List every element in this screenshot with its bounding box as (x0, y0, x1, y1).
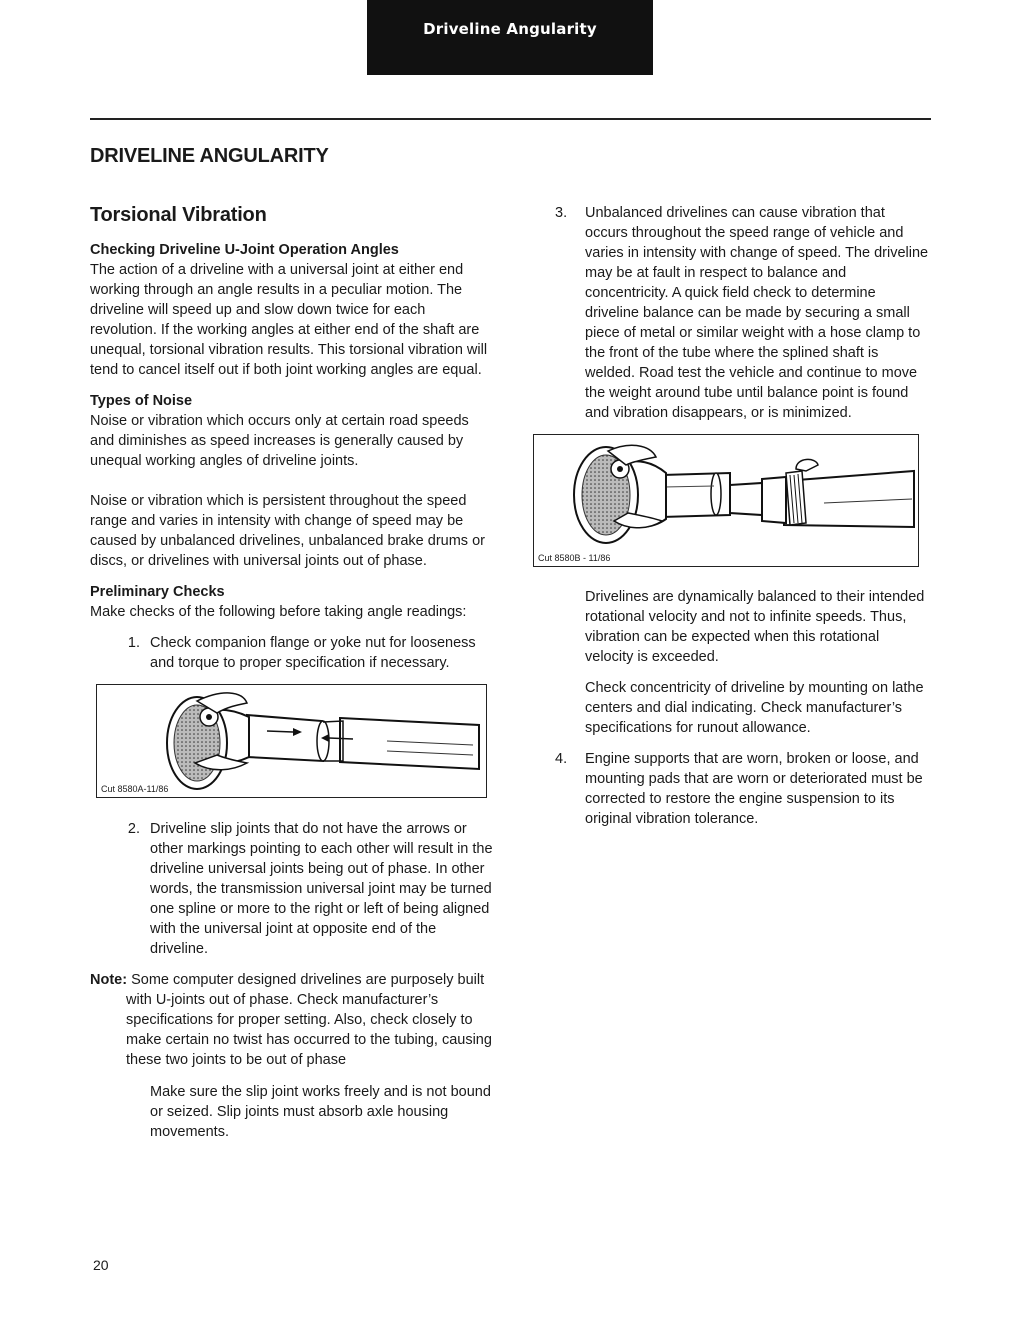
figure-caption: Cut 8580A-11/86 (101, 784, 169, 794)
list-item-number: 3. (555, 205, 568, 221)
left-column (90, 202, 495, 1142)
list-item-text: Engine supports that are worn, broken or loose, and mounting pads that are worn or deteriorated must be corrected to restore the engine suspension to its original vibration tolerance. (585, 751, 923, 827)
page-number: 20 (93, 1257, 109, 1273)
list-item-number: 2. (127, 821, 140, 837)
types-of-noise-text-2: Noise or vibration which is persistent throughout the speed range and varies in intensity with change of speed may be caused by unbalanced drivelines, unbalanced brake drums or discs, or drivelines with universal joints out of phase. (90, 493, 485, 569)
preliminary-checks-subheading: Preliminary Checks (90, 584, 225, 600)
list-item-4 (555, 749, 930, 829)
figure-companion-flange (96, 684, 487, 798)
list-item-number: 4. (555, 751, 568, 767)
list-item-number: 1. (127, 635, 140, 651)
header-tab-label: Driveline Angularity (423, 20, 597, 38)
note-text: Some computer designed drivelines are purposely built with U-joints out of phase. Check manufacturer’s specifications for proper setting. Also, check closely to make certain no twist has occurred to the tubing, causing these two joints to be out of phase (126, 972, 492, 1068)
header-rule (90, 118, 931, 120)
slip-joint-text: Make sure the slip joint works freely and is not bound or seized. Slip joints must absorb axle housing movements. (150, 1084, 491, 1140)
list-item-2 (90, 819, 495, 959)
concentricity-text: Check concentricity of driveline by mounting on lathe centers and dial indicating. Check manufacturer’s specifications for runout allowance. (585, 680, 924, 736)
list-item-text: Driveline slip joints that do not have the arrows or other markings pointing to each other will result in the driveline universal joints being out of phase. In other words, the transmission universal joint may be turned one spline or more to the right or left of being aligned with the universal joint at opposite end of the driveline. (150, 821, 493, 957)
note-paragraph (90, 970, 495, 1070)
header-tab (367, 0, 653, 75)
right-column (538, 203, 930, 840)
section-title: DRIVELINE ANGULARITY (90, 145, 329, 167)
list-item-text: Unbalanced drivelines can cause vibration that occurs throughout the speed range of vehicle and varies in intensity with change of speed. The driveline may be at fault in respect to balance and concentricity. A quick field check to determine driveline balance can be made by securing a small piece of metal or similar weight with a hose clamp to the front of the tube where the splined shaft is welded. Road test the vehicle and continue to move the weight around tube until balance point is found and vibration disappears, or is minimized. (585, 205, 929, 421)
note-label: Note: (90, 972, 128, 988)
figure-caption: Cut 8580B - 11/86 (538, 553, 611, 563)
figure-balance-weight (533, 434, 919, 567)
driveline-balance-illustration (534, 435, 917, 565)
u-joint-angles-text: The action of a driveline with a universal joint at either end working through an angle results in a peculiar motion. The driveline will speed up and slow down twice for each revolution. If the working angles at either end of the shaft are unequal, torsional vibration results. This torsional vibration will tend to cancel itself out if both joint working angles are equal. (90, 262, 488, 378)
driveline-yoke-illustration (97, 685, 485, 796)
u-joint-angles-subheading: Checking Driveline U-Joint Operation Angles (90, 242, 399, 258)
dynamic-balance-text: Drivelines are dynamically balanced to their intended rotational velocity and not to infinite speeds. Thus, vibration can be expected when this rotational velocity is exceeded. (585, 589, 925, 665)
list-item-1 (90, 633, 495, 673)
preliminary-checks-text: Make checks of the following before taking angle readings: (90, 604, 467, 620)
torsional-vibration-heading: Torsional Vibration (90, 204, 267, 226)
types-of-noise-subheading: Types of Noise (90, 393, 193, 409)
list-item-text: Check companion flange or yoke nut for looseness and torque to proper specification if necessary. (150, 635, 476, 671)
types-of-noise-text-1: Noise or vibration which occurs only at certain road speeds and diminishes as speed increases is generally caused by unequal working angles of driveline joints. (90, 413, 469, 469)
list-item-3 (555, 203, 930, 423)
